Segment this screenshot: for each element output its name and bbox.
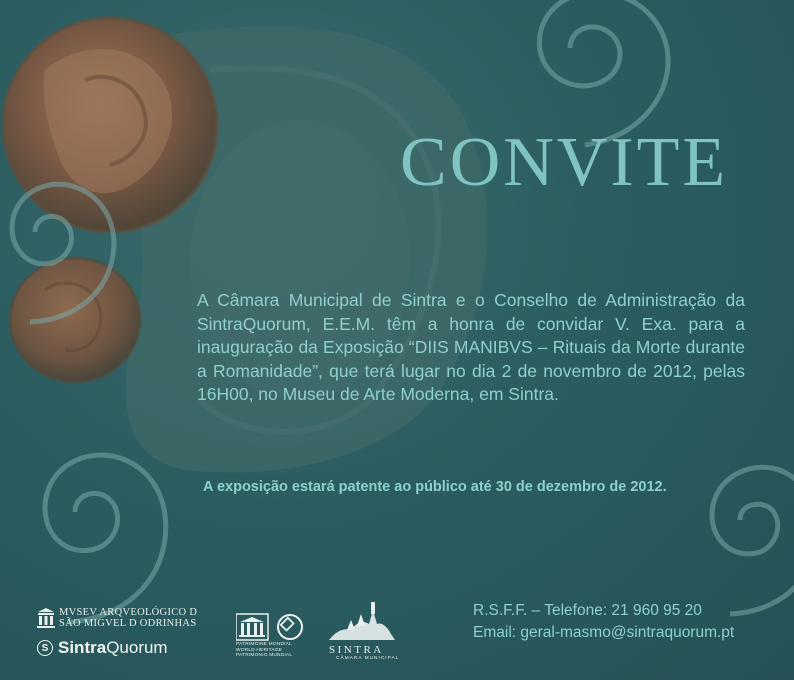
invitation-title: CONVITE (400, 124, 729, 201)
contact-phone: R.S.F.F. – Telefone: 21 960 95 20 (473, 602, 702, 619)
exhibition-notice: A exposição estará patente ao público até 30 de dezembro de 2012. (203, 479, 667, 495)
museum-name-line2: SÃO MIGVEL D ODRINHAS (59, 618, 197, 629)
museum-name-line1: MVSEV ARQVEOLÓGICO D (59, 607, 198, 618)
sintraquorum-icon: S (37, 640, 53, 656)
museum-logo (37, 607, 197, 629)
sintra-palace-icon (327, 600, 397, 644)
sintraquorum-regular: Quorum (106, 638, 168, 657)
top-coin (3, 18, 217, 232)
invitation-body: A Câmara Municipal de Sintra e o Conselho de Administração da SintraQuorum, E.E.M. têm a honra de convidar V. Exa. para a inauguração da Exposição “DIIS MANIBVS – Rituais da Morte durante a Romanidade”, que terá lugar no dia 2 de novembro de 2012, pelas 16H00, no Museu de Arte Moderna, em Sintra. (197, 290, 745, 404)
sintra-logo-name: SINTRA (329, 644, 384, 656)
sintraquorum-bold: Sintra (58, 638, 107, 657)
sintra-logo-subtitle: CÂMARA MUNICIPAL (336, 656, 400, 661)
whs-caption-line2: WORLD HERITAGE (236, 647, 283, 653)
contact-email[interactable]: Email: geral-masmo@sintraquorum.pt (473, 624, 735, 641)
whs-caption-line3: PATRIMONIO MUNDIAL (236, 653, 293, 658)
bottom-coin (10, 258, 140, 382)
contact-block (473, 600, 734, 644)
world-heritage-caption (236, 642, 292, 659)
whs-caption-line1: PATRIMOINE MONDIAL (236, 642, 292, 647)
sintraquorum-wordmark (58, 638, 168, 658)
unesco-temple-icon (236, 614, 268, 640)
unesco-world-heritage-emblem (236, 612, 306, 642)
temple-icon (37, 607, 55, 629)
sintraquorum-logo (37, 638, 168, 658)
world-heritage-icon (278, 615, 302, 639)
